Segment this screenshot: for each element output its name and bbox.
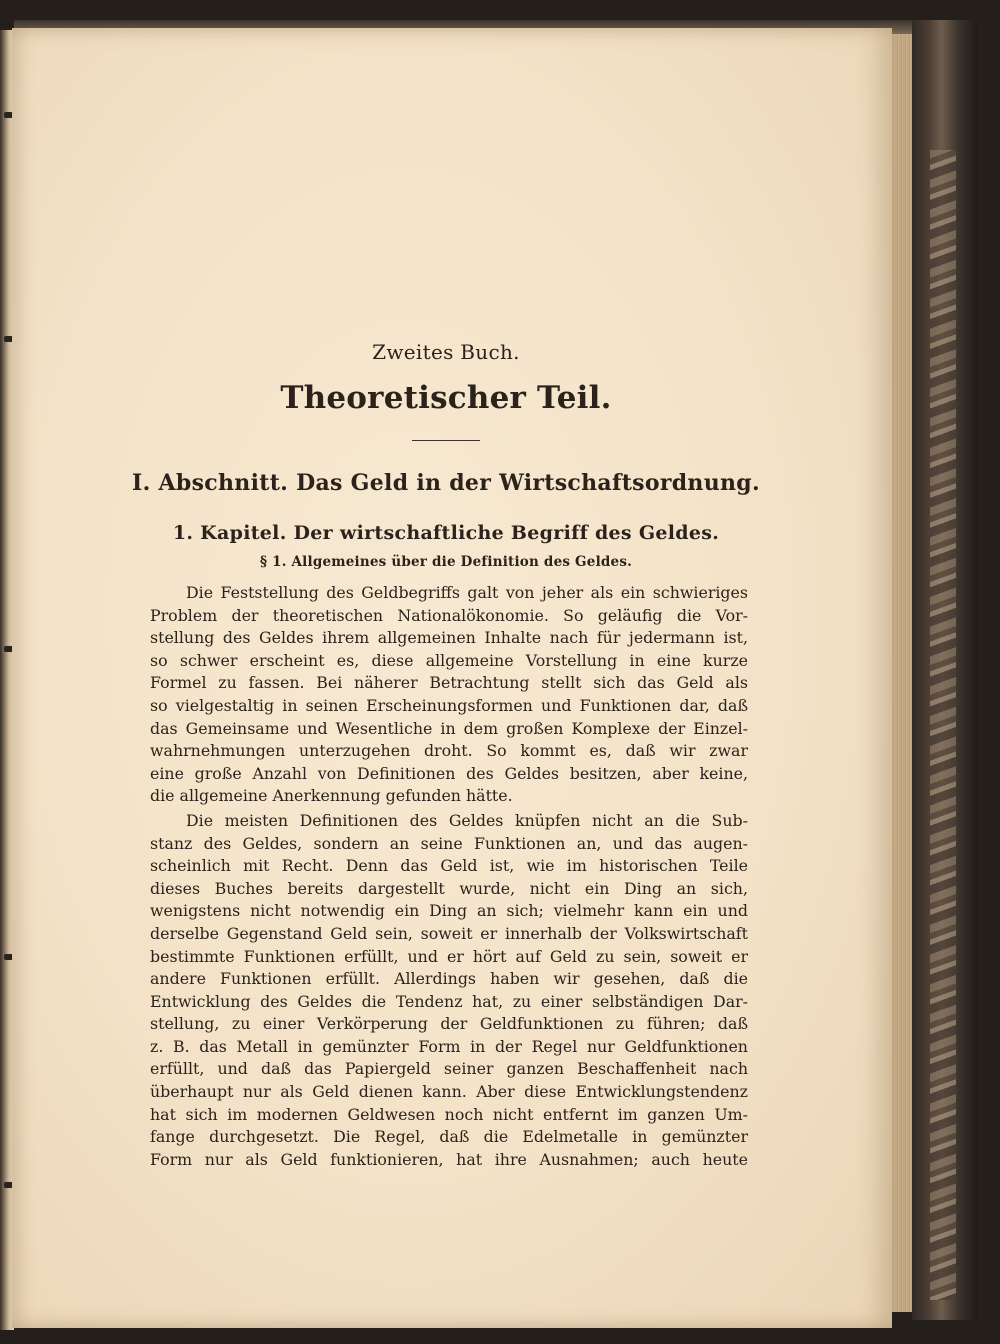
text-line: bestimmte Funktionen erfüllt, und er hört auf Geld zu sein, soweit er [150, 946, 748, 966]
text-line: wahrnehmungen unterzugehen droht. So kommt es, daß wir zwar [150, 741, 748, 761]
text-line: scheinlich mit Recht. Denn das Geld ist, wie im historischen Teile [150, 856, 748, 876]
book-label: Zweites Buch. [372, 340, 520, 364]
text-line: Entwicklung des Geldes die Tendenz hat, zu einer selbständigen Dar- [150, 991, 748, 1011]
text-line: derselbe Gegenstand Geld sein, soweit er innerhalb der Volkswirtschaft [150, 923, 748, 943]
paragraph-heading: § 1. Allgemeines über die Definition des Geldes. [259, 554, 633, 570]
text-line: hat sich im modernen Geldwesen noch nicht entfernt im ganzen Um- [150, 1104, 748, 1124]
text-line: Die Feststellung des Geldbegriffs galt von jeher als ein schwieriges [186, 583, 748, 602]
text-line: so schwer erscheint es, diese allgemeine Vorstellung in eine kurze [150, 650, 748, 670]
text-line: z. B. das Metall in gemünzter Form in der Regel nur Geldfunktionen [150, 1036, 748, 1056]
text-line: erfüllt, und daß das Papiergeld seiner ganzen Beschaffenheit nach [150, 1059, 748, 1079]
part-title: Theoretischer Teil. [280, 380, 612, 416]
text-line: stellung des Geldes ihrem allgemeinen Inhalte nach für jedermann ist, [150, 628, 748, 648]
text-line: wenigstens nicht notwendig ein Ding an sich; vielmehr kann ein und [150, 901, 748, 921]
text-line: eine große Anzahl von Definitionen des Geldes besitzen, aber keine, [150, 763, 748, 783]
text-line: dieses Buches bereits dargestellt wurde, nicht ein Ding an sich, [150, 878, 748, 898]
text-line: Problem der theoretischen Nationalökonomie. So geläufig die Vor- [150, 605, 748, 625]
text-line: Formel zu fassen. Bei näherer Betrachtung stellt sich das Geld als [150, 673, 748, 693]
title-divider [412, 440, 480, 441]
text-line: Die meisten Definitionen des Geldes knüpfen nicht an die Sub- [186, 810, 748, 830]
text-line: andere Funktionen erfüllt. Allerdings haben wir gesehen, daß die [150, 969, 748, 989]
section-title: I. Abschnitt. Das Geld in der Wirtschaftsordnung. [132, 470, 760, 496]
text-line: so vielgestaltig in seinen Erscheinungsformen und Funktionen dar, daß [150, 695, 748, 715]
body-text [150, 582, 748, 1171]
marbled-cover [930, 150, 956, 1300]
book-page [12, 28, 892, 1328]
text-line: Form nur als Geld funktionieren, hat ihre Ausnahmen; auch heute [150, 1149, 748, 1169]
text-line: fange durchgesetzt. Die Regel, daß die Edelmetalle in gemünzter [150, 1127, 748, 1147]
text-line: stanz des Geldes, sondern an seine Funktionen an, und das augen- [150, 833, 748, 853]
text-line: überhaupt nur als Geld dienen kann. Aber diese Entwicklungstendenz [150, 1082, 748, 1102]
text-line: stellung, zu einer Verkörperung der Geldfunktionen zu führen; daß [150, 1014, 748, 1034]
chapter-title: 1. Kapitel. Der wirtschaftliche Begriff des Geldes. [172, 522, 720, 544]
text-line: das Gemeinsame und Wesentliche in dem großen Komplexe der Einzel- [150, 718, 748, 738]
text-line: die allgemeine Anerkennung gefunden hätte. [150, 786, 513, 806]
